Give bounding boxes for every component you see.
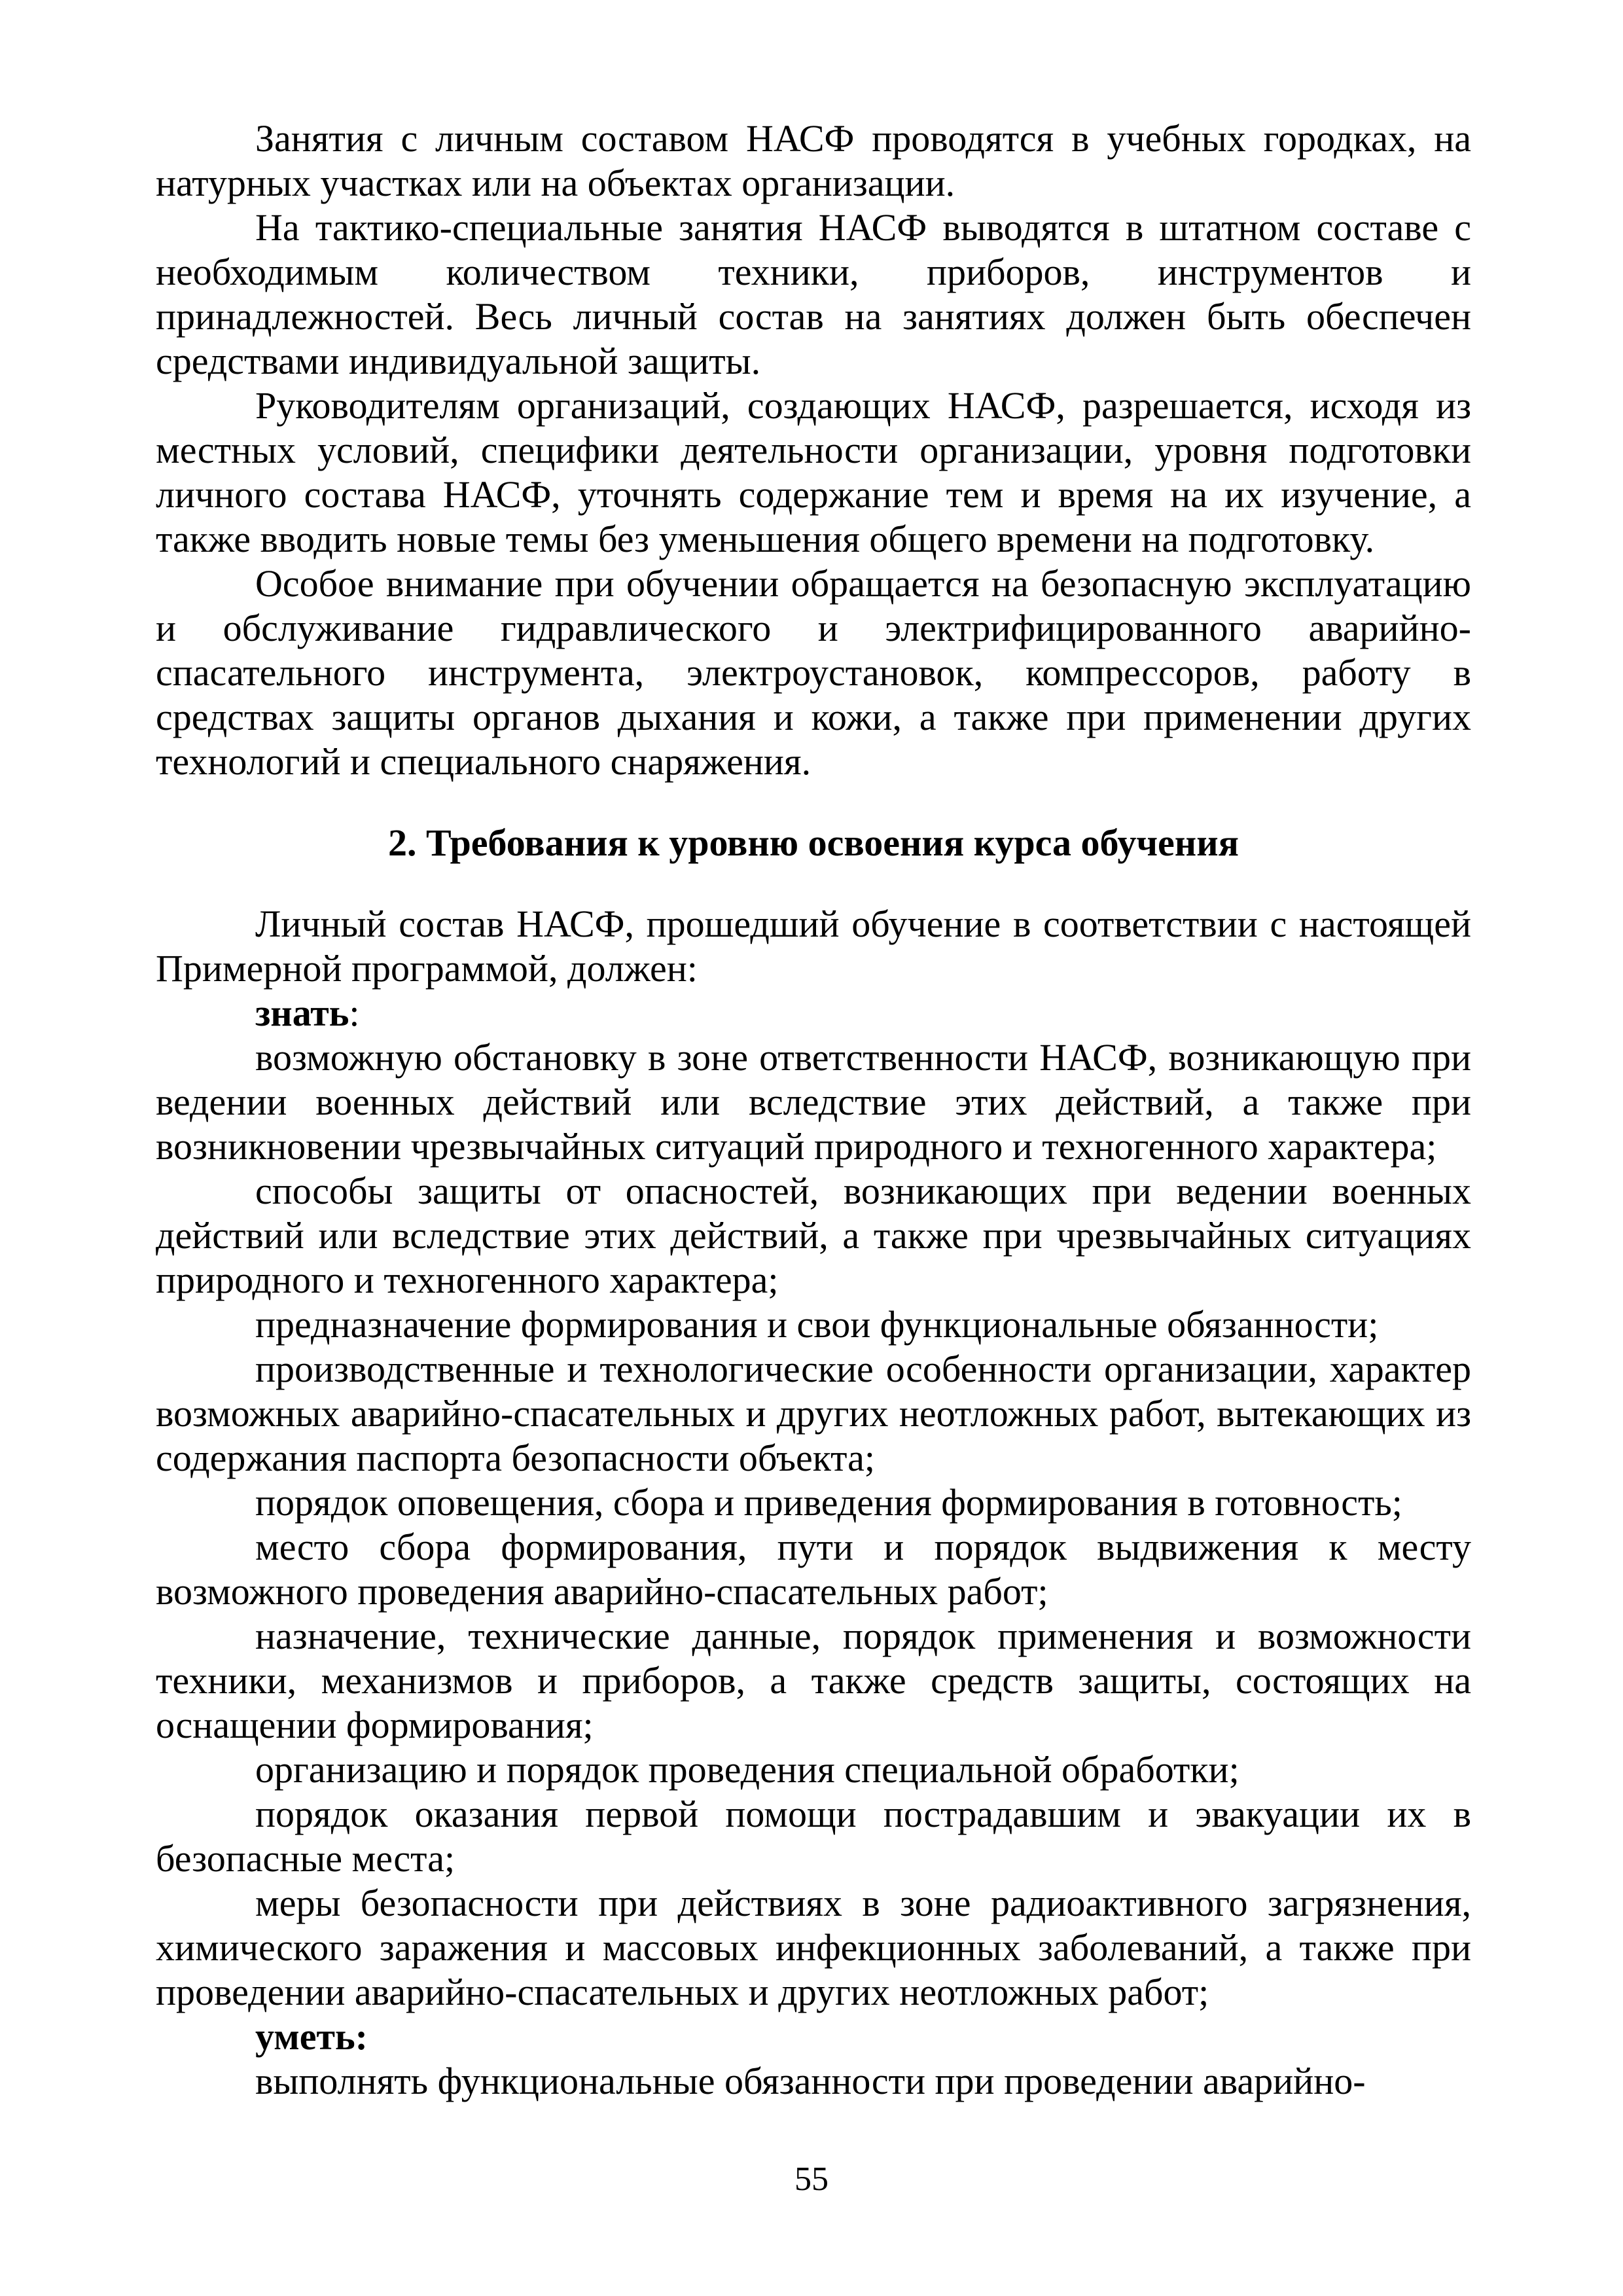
know-item: меры безопасности при действиях в зоне радиоактивного загрязнения, химического заражения и массовых инфекционных заболеваний, а также при проведении аварийно-спасательных и других неотложных работ; [156,1882,1471,2013]
section-heading: 2. Требования к уровню освоения курса обучения [388,821,1239,864]
know-label: знать [255,992,349,1034]
know-item: возможную обстановку в зоне ответственности НАСФ, возникающую при ведении военных действий или вследствие этих действий, а также при возникновении чрезвычайных ситуаций природного и техногенного характера; [156,1036,1471,1168]
know-item: способы защиты от опасностей, возникающих при ведении военных действий или вследствие этих действий, а также при чрезвычайных ситуациях природного и техногенного характера; [156,1170,1471,1301]
know-item: место сбора формирования, пути и порядок выдвижения к месту возможного проведения аварийно-спасательных работ; [156,1526,1471,1613]
paragraph-classes-location: Занятия с личным составом НАСФ проводятся в учебных городках, на натурных участках или на объектах организации. [156,117,1471,204]
paragraph-managers-permission: Руководителям организаций, создающих НАСФ, разрешается, исходя из местных условий, специфики деятельности организации, уровня подготовки личного состава НАСФ, уточнять содержание тем и время на их изучение, а также вводить новые темы без уменьшения общего времени на подготовку. [156,384,1471,560]
know-item: предназначение формирования и свои функциональные обязанности; [255,1303,1379,1346]
paragraph-special-attention: Особое внимание при обучении обращается на безопасную эксплуатацию и обслуживание гидравлического и электрифицированного аварийно-спасательного инструмента, электроустановок, компрессоров, работу в средствах защиты органов дыхания и кожи, а также при применении других технологий и специального снаряжения. [156,562,1471,783]
know-label-line [156,991,1471,1035]
know-item: порядок оказания первой помощи пострадавшим и эвакуации их в безопасные места; [156,1793,1471,1880]
page-number: 55 [794,2161,829,2198]
page-body [156,117,1471,2104]
know-item: назначение, технические данные, порядок применения и возможности техники, механизмов и приборов, а также средств защиты, состоящих на оснащении формирования; [156,1615,1471,1746]
can-label: уметь: [255,2015,368,2058]
paragraph-section-intro: Личный состав НАСФ, прошедший обучение в соответствии с настоящей Примерной программой, должен: [156,903,1471,990]
know-label-suffix: : [349,992,360,1034]
know-item: порядок оповещения, сбора и приведения формирования в готовность; [255,1481,1402,1524]
can-item: выполнять функциональные обязанности при проведении аварийно- [255,2060,1366,2102]
know-item: организацию и порядок проведения специальной обработки; [255,1748,1240,1791]
paragraph-tactical-exercises: На тактико-специальные занятия НАСФ выводятся в штатном составе с необходимым количеством техники, приборов, инструментов и принадлежностей. Весь личный состав на занятиях должен быть обеспечен средствами индивидуальной защиты. [156,206,1471,382]
know-item: производственные и технологические особенности организации, характер возможных аварийно-спасательных и других неотложных работ, вытекающих из содержания паспорта безопасности объекта; [156,1348,1471,1479]
